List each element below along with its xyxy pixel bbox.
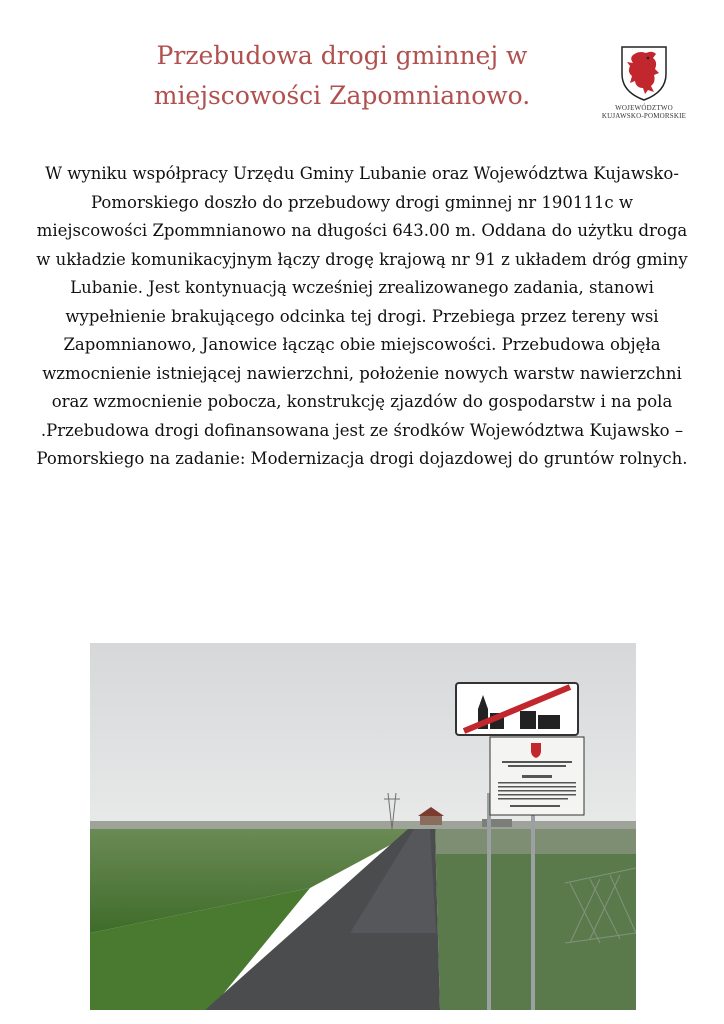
- page-title: Przebudowa drogi gminnej w miejscowości Zapomnianowo.: [153, 41, 531, 110]
- road-photo-icon: [90, 643, 636, 1010]
- griffin-coat-of-arms-icon: [618, 44, 670, 102]
- logo-line-2: KUJAWSKO-POMORSKIE: [601, 112, 687, 120]
- article-paragraph: W wyniku współpracy Urzędu Gminy Lubanie oraz Województwa Kujawsko- Pomorskiego doszło do przebudowy drogi gminnej nr 190111c w miejscowości Zpommnianowo na długości 643.00 m. Oddana do użytku droga w układzie komunikacyjnym łączy drogę krajową nr 91 z układem dróg gminy Lubanie. Jest kontynuacją wcześniej zrealizowanego zadania, stanowi wypełnienie brakującego odcinka tej drogi. Przebiega przez tereny wsi Zapomnianowo, Janowice łącząc obie miejscowości. Przebudowa objęła wzmocnienie istniejącej nawierzchni, położenie nowych warstw nawierzchni oraz wzmocnienie pobocza, konstrukcję zjazdów do gospodarstw i na pola .Przebudowa drogi dofinansowana jest ze środków Województwa Kujawsko – Pomorskiego na zadanie: Modernizacja drogi dojazdowej do gruntów rolnych.: [36, 164, 688, 468]
- region-logo: [594, 44, 694, 140]
- road-photo: [90, 643, 636, 1010]
- logo-line-1: WOJEWÓDZTWO: [615, 104, 673, 112]
